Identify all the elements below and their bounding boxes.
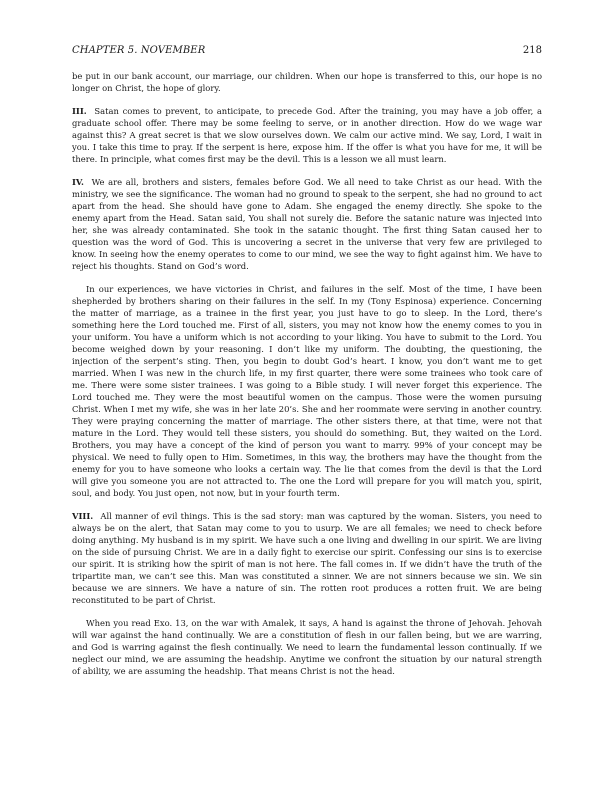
section-numeral: IV. xyxy=(72,177,84,187)
paragraph-text: We are all, brothers and sisters, females before God. We all need to take Christ as our head. With the ministry, we see the significance. The woman had no ground to speak to the serpent, she had no ground to act apart from the head. She should have gone to Adam. She engaged the enemy directly. She spoke to the enemy apart from the Head. Satan said, You shall not surely die. Before the satanic nature was injected into her, she was already contaminated. She took in the satanic thought. The first thing Satan caused her to question was the word of God. This is uncovering a secret in the universe that very few are privileged to know. In seeing how the enemy operates to come to our mind, we see the way to fight against him. We have to reject his thoughts. Stand on God’s word. xyxy=(72,177,542,271)
paragraph-section-iv xyxy=(72,176,542,272)
paragraph xyxy=(72,283,542,499)
paragraph xyxy=(72,70,542,94)
paragraph-section-viii xyxy=(72,510,542,606)
paragraph-text: In our experiences, we have victories in Christ, and failures in the self. Most of the time, I have been shepherded by brothers sharing on their failures in the self. In my (Tony Espinosa) experience. Concerning the matter of marriage, as a trainee in the first year, you just have to go to sleep. In the Lord, there’s something here the Lord touched me. First of all, sisters, you may not know how the enemy comes to you in your uniform. You have a uniform which is not according to your liking. You have to submit to the Lord. You become weighed down by your reasoning. I don’t like my uniform. The doubting, the questioning, the injection of the serpent’s sting. Then, you begin to doubt God’s heart. I know, you don’t want me to get married. When I was new in the church life, in my first quarter, there were some trainees who took care of me. There were some sister trainees. I was going to a Bible study. I will never forget this experience. The Lord touched me. They were the most beautiful women on the campus. Those were the women pursuing Christ. When I met my wife, she was in her late 20’s. She and her roommate were serving in another country. They were praying concerning the matter of marriage. The other sisters there, at that time, were not that mature in the Lord. They would tell these sisters, you should do something. But, they waited on the Lord. Brothers, you may have a concept of the kind of person you want to marry. 99% of your concept may be physical. We need to fully open to Him. Sometimes, in this way, the brothers may have the thought from the enemy for you to have someone who looks a certain way. The lie that comes from the devil is that the Lord will give you someone you are not attracted to. The one the Lord will prepare for you will match you, spirit, soul, and body. You just open, not now, but in your fourth term. xyxy=(72,284,542,498)
running-header xyxy=(72,44,542,58)
paragraph-text: Satan comes to prevent, to anticipate, to precede God. After the training, you may have a job offer, a graduate school offer. There may be some feeling to serve, or in another direction. How do we wage war against this? A great secret is that we slow ourselves down. We calm our active mind. We say, Lord, I wait in you. I take this time to pray. If the serpent is here, expose him. If the offer is what you have for me, it will be there. In principle, what comes first may be the devil. This is a lesson we all must learn. xyxy=(72,106,542,164)
paragraph-section-iii xyxy=(72,105,542,165)
paragraph-text: be put in our bank account, our marriage, our children. When our hope is transferred to this, our hope is no longer on Christ, the hope of glory. xyxy=(72,71,542,93)
section-numeral: III. xyxy=(72,106,87,116)
paragraph-text: When you read Exo. 13, on the war with Amalek, it says, A hand is against the throne of Jehovah. Jehovah will war against the hand continually. We are a constitution of flesh in our fallen being, but we are warring, and God is warring against the flesh continually. We need to learn the fundamental lesson continually. If we neglect our mind, we are assuming the headship. Anytime we confront the situation by our natural strength of ability, we are assuming the headship. That means Christ is not the head. xyxy=(72,618,542,676)
page-number: 218 xyxy=(522,45,542,56)
chapter-title: CHAPTER 5. NOVEMBER xyxy=(72,45,206,56)
page-body xyxy=(72,70,542,688)
section-numeral: VIII. xyxy=(72,511,94,521)
paragraph xyxy=(72,617,542,677)
paragraph-text: All manner of evil things. This is the sad story: man was captured by the woman. Sisters, you need to always be on the alert, that Satan may come to you to usurp. We are all females; we need to check before doing anything. My husband is in my spirit. We have such a one living and dwelling in our spirit. We are living on the side of pursuing Christ. We are in a daily fight to exercise our spirit. Confessing our sins is to exercise our spirit. It is striking how the spirit of man is not here. The fall comes in. If we didn’t have the truth of the tripartite man, we can’t see this. Man was constituted a sinner. We are not sinners because we sin. We sin because we are sinners. We have a nature of sin. The rotten root produces a rotten fruit. We are being reconstituted to be part of Christ. xyxy=(72,511,542,605)
